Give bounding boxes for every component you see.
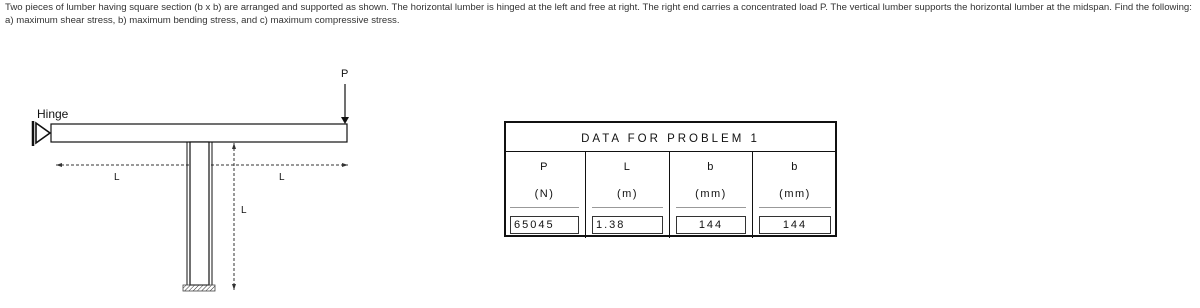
hinge-label: Hinge bbox=[37, 107, 69, 121]
column-length-L bbox=[585, 152, 669, 238]
horizontal-beam bbox=[51, 124, 347, 142]
value-field: 144 bbox=[676, 216, 746, 234]
column-unit: (m) bbox=[617, 188, 638, 200]
value-field: 65045 bbox=[510, 216, 579, 234]
column-unit: (mm) bbox=[779, 188, 811, 200]
right-span-label: L bbox=[279, 172, 285, 183]
load-label: P bbox=[341, 68, 349, 80]
value-field: 1.38 bbox=[592, 216, 663, 234]
vertical-column bbox=[190, 142, 209, 285]
column-unit: (mm) bbox=[695, 188, 727, 200]
fixed-base bbox=[183, 285, 215, 291]
data-table-title: DATA FOR PROBLEM 1 bbox=[581, 133, 760, 145]
column-symbol: b bbox=[791, 161, 799, 173]
column-depth-b bbox=[752, 152, 837, 238]
hinge-support bbox=[36, 123, 50, 143]
column-symbol: L bbox=[623, 161, 632, 173]
column-load-P bbox=[504, 152, 585, 238]
value-field: 144 bbox=[759, 216, 831, 234]
column-width-b bbox=[669, 152, 752, 238]
left-span-label: L bbox=[114, 172, 120, 183]
column-height-label: L bbox=[241, 205, 247, 216]
problem-statement: Two pieces of lumber having square section (b x b) are arranged and supported as shown. The horizontal lumber is hinged at the left and free at right. The right end carries a concentrated load P. The vertical lumber supports the horizontal lumber at the midspan. Find the following: a) maximum shear stress, b) maximum bending stress, and c) maximum compressive stress. bbox=[5, 2, 1192, 26]
column-symbol: P bbox=[540, 161, 549, 173]
column-unit: (N) bbox=[534, 188, 555, 200]
data-table bbox=[504, 121, 837, 237]
column-symbol: b bbox=[707, 161, 715, 173]
